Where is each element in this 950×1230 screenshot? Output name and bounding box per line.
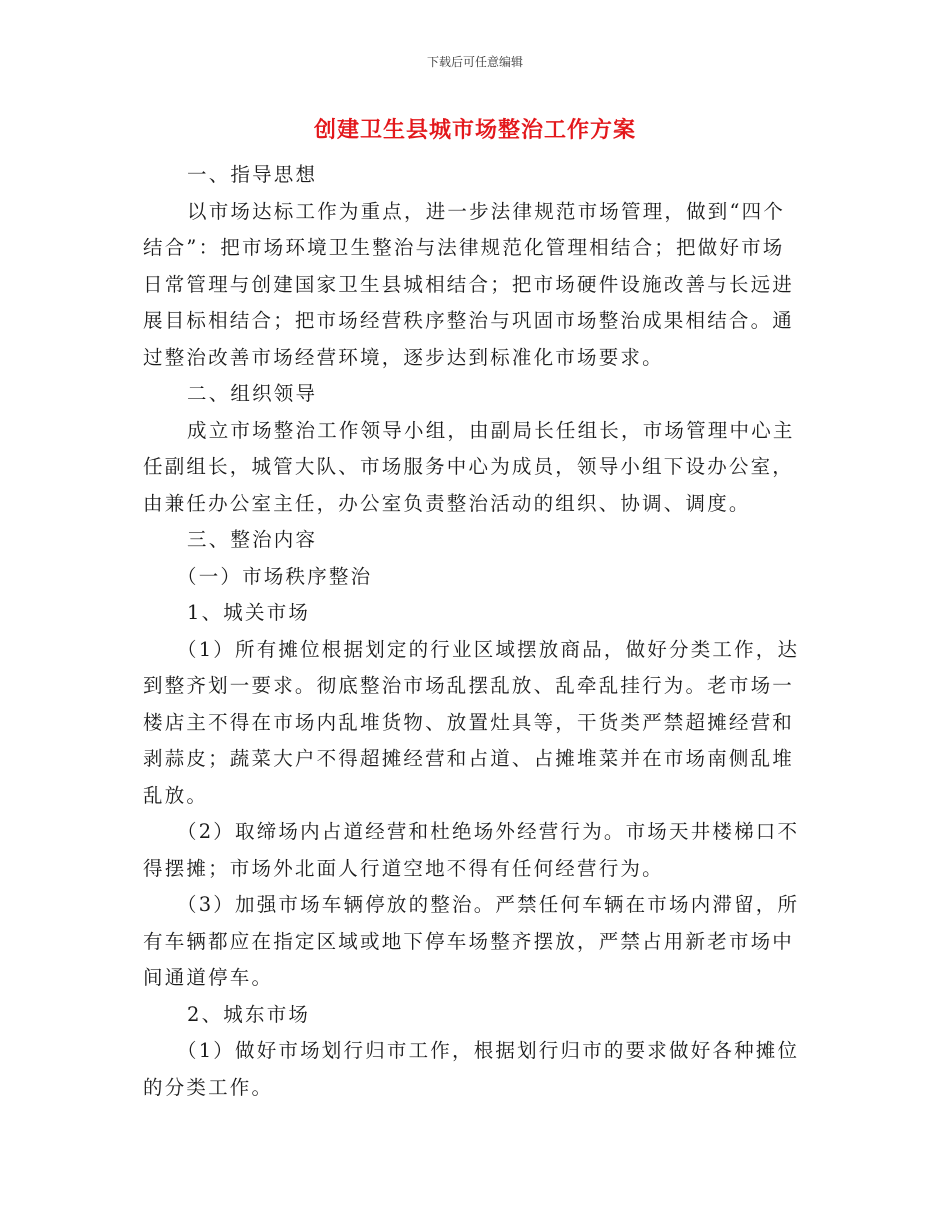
text-line: （1）所有摊位根据划定的行业区域摆放商品，做好分类工作，达: [177, 637, 800, 661]
text-line: 三、整治内容: [187, 528, 318, 551]
text-line: 有车辆都应在指定区域或地下停车场整齐摆放，严禁占用新老市场中: [143, 929, 795, 953]
text-line: 任副组长，城管大队、市场服务中心为成员，领导小组下设办公室，: [143, 455, 795, 478]
text-line: 楼店主不得在市场内乱堆货物、放置灶具等，干货类严禁超摊经营和: [143, 710, 795, 734]
text-line: 2、城东市场: [187, 1002, 311, 1026]
text-line: 乱放。: [143, 783, 209, 807]
text-line: （3）加强市场车辆停放的整治。严禁任何车辆在市场内滞留，所: [177, 893, 800, 916]
document-body: [143, 157, 808, 1106]
text-line: （1）做好市场划行归市工作，根据划行归市的要求做好各种摊位: [177, 1039, 800, 1062]
text-line: 日常管理与创建国家卫生县城相结合；把市场硬件设施改善与长远进: [143, 272, 795, 296]
document-title: 创建卫生县城市场整治工作方案: [313, 118, 636, 143]
page-header: 下载后可任意编辑: [426, 55, 523, 69]
text-line: （一）市场秩序整治: [177, 564, 373, 588]
text-line: 1、城关市场: [187, 601, 311, 624]
text-line: 二、组织领导: [187, 382, 318, 405]
text-line: 结合”：把市场环境卫生整治与法律规范化管理相结合；把做好市场: [143, 236, 785, 259]
text-line: 由兼任办公室主任，办公室负责整治活动的组织、协调、调度。: [143, 491, 751, 515]
text-line: 间通道停车。: [143, 966, 274, 989]
text-line: 到整齐划一要求。彻底整治市场乱摆乱放、乱牵乱挂行为。老市场一: [143, 674, 795, 697]
text-line: 一、指导思想: [187, 163, 318, 186]
text-line: 展目标相结合；把市场经营秩序整治与巩固市场整治成果相结合。通: [143, 309, 795, 332]
text-line: 成立市场整治工作领导小组，由副局长任组长，市场管理中心主: [187, 418, 795, 442]
text-line: （2）取缔场内占道经营和杜绝场外经营行为。市场天井楼梯口不: [177, 820, 800, 843]
text-line: 得摆摊；市场外北面人行道空地不得有任何经营行为。: [143, 856, 664, 880]
text-line: 的分类工作。: [143, 1075, 274, 1099]
text-line: 剥蒜皮；蔬菜大户不得超摊经营和占道、占摊堆菜并在市场南侧乱堆: [143, 747, 795, 770]
text-line: 以市场达标工作为重点，进一步法律规范市场管理，做到“四个: [187, 199, 786, 223]
text-line: 过整治改善市场经营环境，逐步达到标准化市场要求。: [143, 345, 664, 369]
